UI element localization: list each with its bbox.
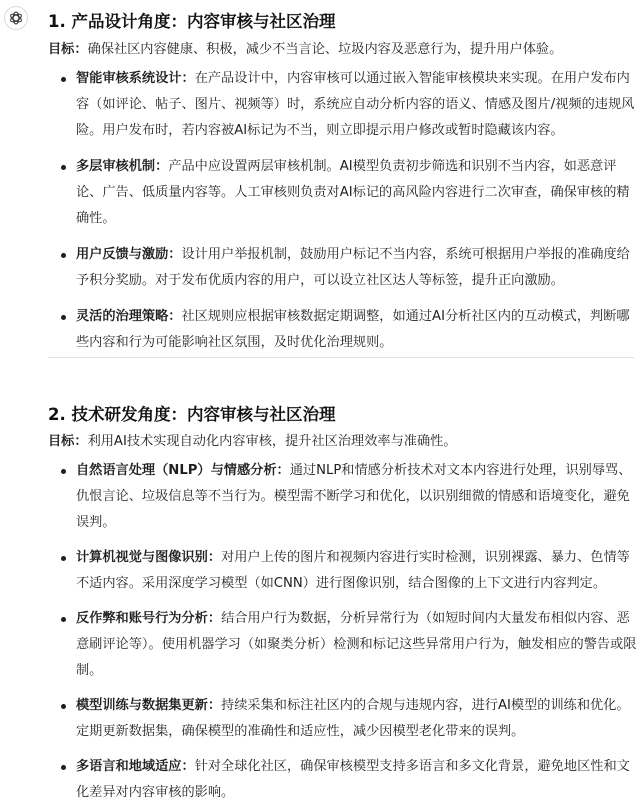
section-heading: 1. 产品设计角度：内容审核与社区治理	[48, 12, 336, 31]
bullet-dot	[61, 765, 66, 770]
list-item	[48, 242, 638, 294]
item-text: 社区规则应根据审核数据定期调整，如通过AI分析社区内的互动模式，判断哪	[181, 309, 630, 324]
item-text: 容（如评论、帖子、图片、视频等）时，系统应自动分析内容的语义、情感及图片/视频的违规风	[76, 97, 635, 112]
item-text: 化差异对内容审核的影响。	[76, 785, 235, 800]
item-text: 不适内容。采用深度学习模型（如CNN）进行图像识别，结合图像的上下文进行内容判定。	[76, 576, 607, 591]
item-text: 予积分奖励。对于发布优质内容的用户，可以设立社区达人等标签，提升正向激励。	[76, 273, 564, 288]
item-term: 灵活的治理策略：	[76, 309, 182, 324]
bullet-dot	[61, 556, 66, 561]
bullet-dot	[61, 617, 66, 622]
item-text: 设计用户举报机制，鼓励用户标记不当内容，系统可根据用户举报的准确度给	[181, 247, 630, 262]
section-goal	[48, 432, 457, 452]
item-text: 确性。	[76, 211, 116, 226]
item-text: 在产品设计中，内容审核可以通过嵌入智能审核模块来实现。在用户发布内	[194, 71, 630, 86]
item-term: 自然语言处理（NLP）与情感分析：	[76, 463, 290, 478]
item-text: 针对全球化社区，确保审核模型支持多语言和多文化背景，避免地区性和文	[194, 759, 630, 774]
item-term: 智能审核系统设计：	[76, 71, 195, 86]
item-text: 产品中应设置两层审核机制。AI模型负责初步筛选和识别不当内容，如恶意评	[168, 159, 617, 174]
section-heading: 2. 技术研发角度：内容审核与社区治理	[48, 405, 336, 424]
item-term: 反作弊和账号行为分析：	[76, 611, 222, 626]
item-text: 结合用户行为数据，分析异常行为（如短时间内大量发布相似内容、恶	[221, 611, 630, 626]
bullet-dot	[61, 253, 66, 258]
goal-text: 确保社区内容健康、积极，减少不当言论、垃圾内容及恶意行为，提升用户体验。	[87, 42, 563, 57]
chatgpt-avatar	[4, 6, 28, 30]
bullet-list	[48, 66, 638, 356]
bullet-dot	[61, 704, 66, 709]
section-divider	[48, 357, 634, 358]
item-text: 定期更新数据集，确保模型的准确性和适应性，减少因模型老化带来的误判。	[76, 724, 525, 739]
goal-text: 利用AI技术实现自动化内容审核，提升社区治理效率与准确性。	[87, 434, 457, 449]
list-item	[48, 754, 638, 806]
openai-logo-icon	[8, 10, 24, 26]
item-text: 持续采集和标注社区内的合规与违规内容，进行AI模型的训练和优化。	[221, 698, 630, 713]
item-text: 对用户上传的图片和视频内容进行实时检测，识别裸露、暴力、色情等	[221, 550, 630, 565]
item-text: 论、广告、低质量内容等。人工审核则负责对AI标记的高风险内容进行二次审查，确保审核的精	[76, 185, 630, 200]
item-text: 险。用户发布时，若内容被AI标记为不当，则立即提示用户修改或暂时隐藏该内容。	[76, 123, 564, 138]
list-item	[48, 545, 638, 597]
list-item	[48, 304, 638, 356]
bullet-dot	[61, 165, 66, 170]
goal-label: 目标：	[48, 42, 88, 57]
item-text: 意刷评论等）。使用机器学习（如聚类分析）检测和标记这些异常用户行为，触发相应的警告或限	[76, 637, 637, 652]
item-text: 仇恨言论、垃圾信息等不当行为。模型需不断学习和优化，以识别细微的情感和语境变化，避免	[76, 489, 630, 504]
item-term: 计算机视觉与图像识别：	[76, 550, 222, 565]
item-text: 误判。	[76, 515, 116, 530]
list-item	[48, 66, 638, 144]
goal-label: 目标：	[48, 434, 88, 449]
item-term: 多语言和地域适应：	[76, 759, 195, 774]
list-item	[48, 154, 638, 232]
item-text: 制。	[76, 663, 103, 678]
list-item	[48, 458, 638, 536]
bullet-dot	[61, 77, 66, 82]
bullet-dot	[61, 469, 66, 474]
list-item	[48, 606, 638, 684]
item-term: 用户反馈与激励：	[76, 247, 182, 262]
item-text: 些内容和行为可能影响社区氛围，及时优化治理规则。	[76, 335, 393, 350]
item-term: 模型训练与数据集更新：	[76, 698, 222, 713]
bullet-list	[48, 458, 638, 806]
item-term: 多层审核机制：	[76, 159, 169, 174]
section-goal	[48, 40, 562, 60]
list-item	[48, 693, 638, 745]
item-text: 通过NLP和情感分析技术对文本内容进行处理，识别辱骂、	[289, 463, 632, 478]
bullet-dot	[61, 315, 66, 320]
